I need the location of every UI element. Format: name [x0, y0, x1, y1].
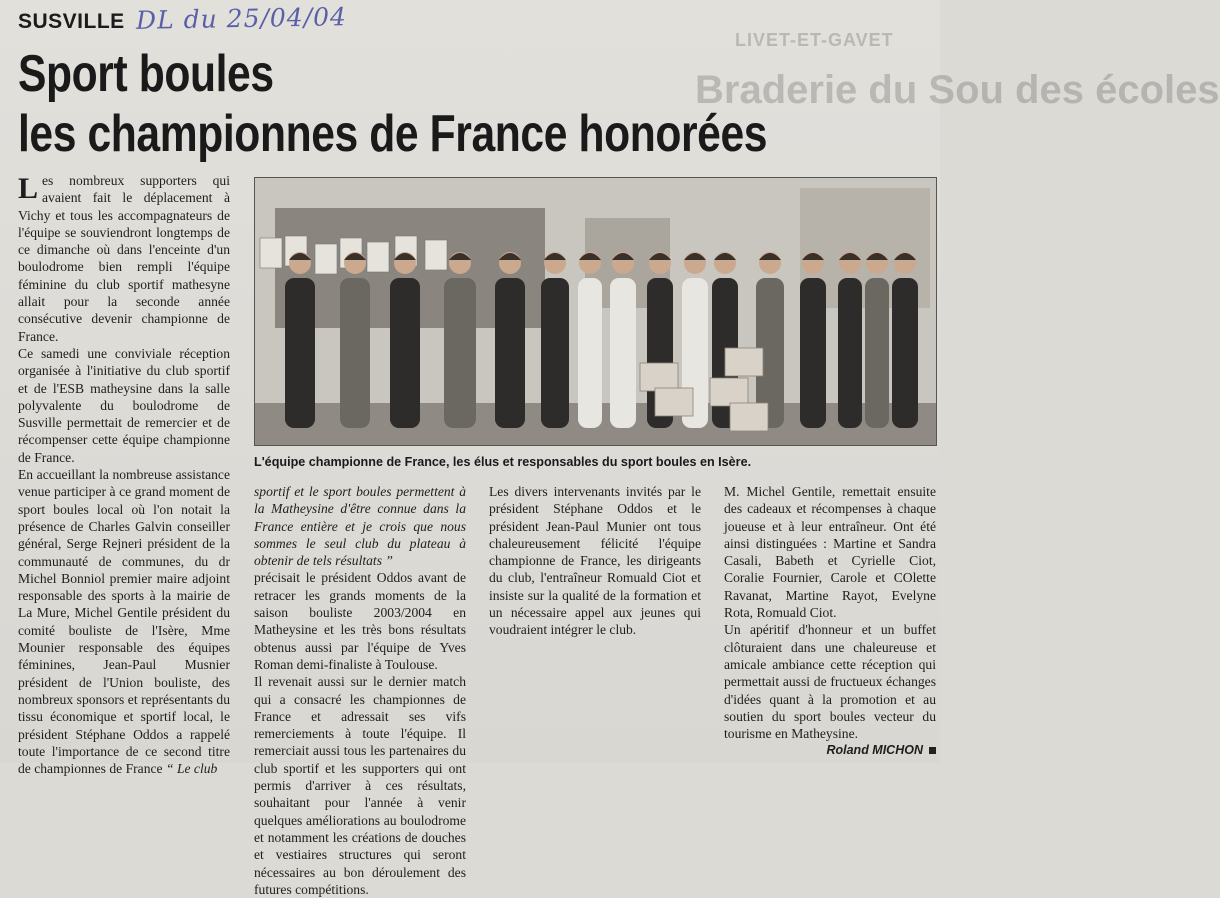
- paragraph-1: [18, 172, 230, 345]
- headline: [18, 44, 768, 164]
- quote-start: “ Le club: [165, 761, 218, 777]
- photo-person-body: [390, 278, 420, 428]
- byline-author: Roland MICHON: [826, 743, 923, 758]
- paragraph-6: M. Michel Gentile, remettait ensuite des cadeaux et récompenses à chaque joueuse et à leur entraîneur. Ont été ainsi distinguées : Martine et Sandra Casali, Babeth et Cyrielle Ciot, Coralie Fournier, Carole et COlette Ravanat, Martine Rayot, Evelyne Rota, Romuald Ciot.: [724, 484, 936, 621]
- photo-poster: [367, 242, 389, 272]
- article-column-4: [724, 483, 936, 759]
- photo-person-body: [578, 278, 602, 428]
- photo-person-body: [495, 278, 525, 428]
- photo-caption: L'équipe championne de France, les élus et responsables du sport boules en Isère.: [254, 455, 752, 469]
- photo-person-body: [340, 278, 370, 428]
- article-column-1: [18, 172, 230, 777]
- photo-gift-box: [655, 388, 693, 416]
- paragraph-5: Les divers intervenants invités par le président Stéphane Oddos et le président Jean-Paul Munier ont tous chaleureusement félicité l'équipe championne de France, les dirigeants du club, l'entraîneur Romuald Ciot et insiste sur la qualité de la formation et un nécessaire appel aux jeunes qui voudraient intégrer le club.: [489, 484, 701, 638]
- bleed-through-line1: LIVET-ET-GAVET: [735, 30, 894, 50]
- headline-line-2: les championnes de France honorées: [18, 105, 768, 163]
- bleed-through-line2: Braderie du Sou des écoles: [695, 68, 1220, 112]
- team-photo: [254, 177, 937, 446]
- photo-gift-box: [640, 363, 678, 391]
- team-photo-illustration: [255, 178, 936, 445]
- photo-person-body: [838, 278, 862, 428]
- paragraph-3-end: précisait le président Oddos avant de retracer les grands moments de la saison bouliste 2003/2004 en Matheysine et les très bons résultats obtenus aussi par l'équipe de Yves Roman demi-finaliste à Toulouse.: [254, 570, 466, 672]
- headline-line-1: Sport boules: [18, 45, 274, 103]
- photo-person-body: [444, 278, 476, 428]
- photo-person-body: [865, 278, 889, 428]
- photo-poster: [260, 238, 282, 268]
- paragraph-1-text: es nombreux supporters qui avaient fait le déplacement à Vichy et tous les accompagnateurs de l'équipe se souviendront longtemps de ce dimanche où dans l'enceinte d'un boulodrome bien rempli l'équipe féminine du club sportif mathesyne allait pour la seconde année consécutive devenir championne de France.: [18, 173, 230, 344]
- drop-cap: L: [18, 172, 39, 205]
- paragraph-4: Il revenait aussi sur le dernier match qui a consacré les championnes de France et adressait ses vifs remerciements à toute l'équipe. Il remerciait aussi tous les partenaires du club sportif et les supporters qui ont permis d'arriver à ces résultats, souhaitant pour l'année à venir quelques améliorations au boulodrome et notamment les créations de douches et vestiaires structures qui seront nécessaires au bon déroulement des futures compétitions.: [254, 674, 466, 897]
- location-kicker: SUSVILLE: [18, 10, 125, 33]
- article-column-3: [489, 483, 701, 759]
- byline: [724, 742, 936, 759]
- photo-gift-box: [725, 348, 763, 376]
- photo-gift-box: [730, 403, 768, 431]
- paragraph-7: Un apéritif d'honneur et un buffet clôturaient dans une chaleureuse et amicale ambiance cette réception qui permettait aussi de fructueux échanges d'idées quant à la promotion et au soutien du sport boules vecteur du tourisme en Matheysine.: [724, 622, 936, 742]
- photo-person-body: [541, 278, 569, 428]
- paragraph-3-text: En accueillant la nombreuse assistance venue participer à ce grand moment de sport boules local où l'on notait la présence de Charles Galvin conseiller général, Serge Rejneri président de la communauté de communes, du dr Michel Bonniol premier maire adjoint responsable des sports à la mairie de La Mure, Michel Gentile président du comité bouliste de l'Isère, Mme Mounier responsable des équipes féminines, Jean-Paul Musnier président de l'Union bouliste, des nombreux sponsors et représentants du tissu économique et sportif local, le président Stéphane Oddos a rappelé toute l'importance de ce second titre de championnes de France: [18, 467, 230, 777]
- paragraph-3: [18, 466, 230, 777]
- photo-poster: [315, 244, 337, 274]
- photo-person-body: [892, 278, 918, 428]
- end-square-icon: [929, 747, 936, 754]
- photo-person-body: [285, 278, 315, 428]
- photo-gift-box: [710, 378, 748, 406]
- photo-poster: [425, 240, 447, 270]
- photo-person-body: [800, 278, 826, 428]
- photo-person-body: [610, 278, 636, 428]
- article-column-2: [254, 483, 466, 897]
- paragraph-2: Ce samedi une conviviale réception organisée à l'initiative du club sportif et de l'ESB matheysine dans la salle polyvalente du boulodrome de Susville permettait de remercier et de récompenser cette équipe championne de France.: [18, 345, 230, 465]
- handwritten-date-note: DL du 25/04/04: [135, 2, 348, 35]
- quote-continuation: sportif et le sport boules permettent à la Matheysine d'être connue dans la France entière et je crois que nous sommes le seul club du plateau à obtenir de tels résultats ”: [254, 484, 466, 569]
